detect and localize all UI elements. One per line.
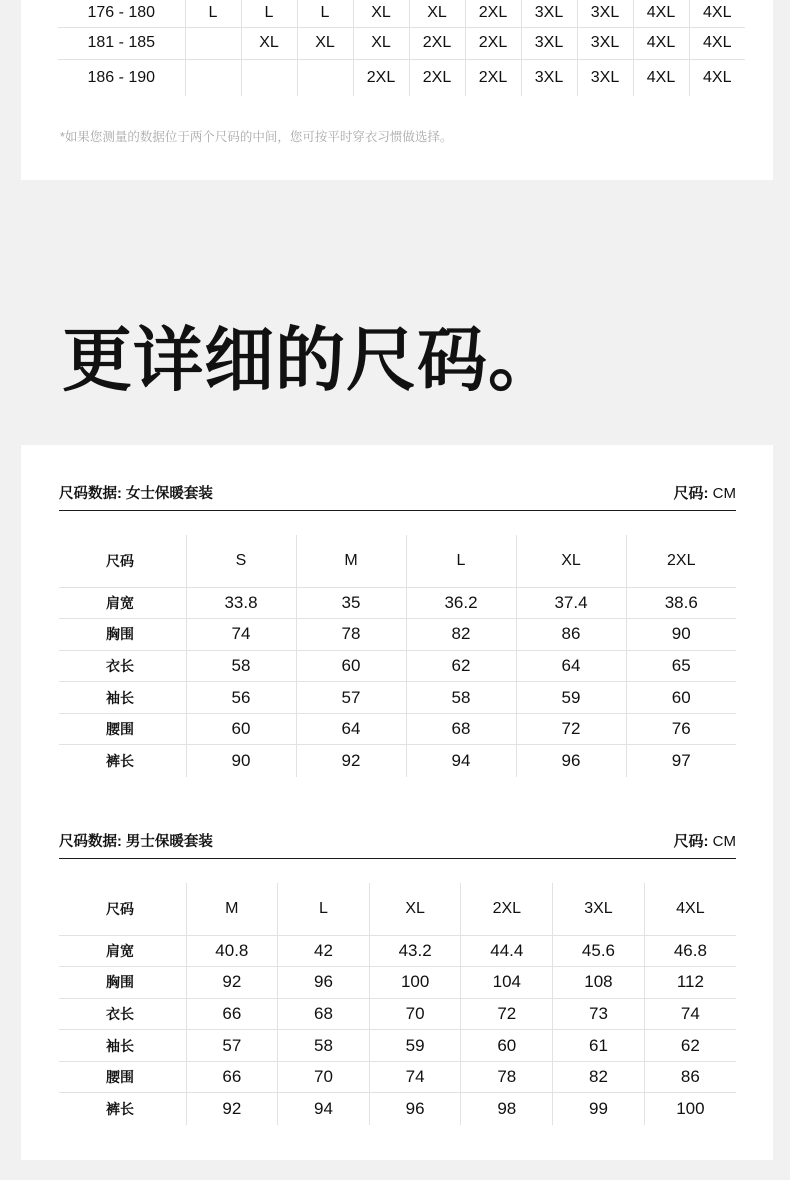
row-label: 胸围 (59, 619, 186, 651)
size-cell: 2XL (409, 59, 465, 96)
size-header: M (186, 883, 278, 935)
men-table-title: 尺码数据: 男士保暖套装 (59, 834, 213, 850)
size-cell: 4XL (689, 59, 745, 96)
men-unit (674, 830, 737, 851)
size-cell: L (297, 0, 353, 27)
table-cell: 82 (553, 1061, 645, 1093)
table-cell: 68 (406, 713, 516, 745)
table-cell: 61 (553, 1030, 645, 1062)
table-cell: 70 (369, 998, 461, 1030)
table-row (59, 1061, 736, 1093)
table-cell: 97 (626, 745, 736, 777)
size-cell: 2XL (465, 59, 521, 96)
row-label: 袖长 (59, 682, 186, 714)
table-row (59, 1093, 736, 1125)
table-cell: 35 (296, 587, 406, 619)
table-cell: 60 (626, 682, 736, 714)
table-cell: 86 (644, 1061, 736, 1093)
table-cell: 100 (644, 1093, 736, 1125)
table-row (59, 935, 736, 967)
table-cell: 58 (278, 1030, 370, 1062)
table-cell: 64 (516, 650, 626, 682)
row-label: 腰围 (59, 1061, 186, 1093)
size-header: 4XL (644, 883, 736, 935)
table-row (58, 59, 745, 96)
unit-value: CM (712, 833, 736, 850)
table-cell: 42 (278, 935, 370, 967)
table-header-row (59, 535, 736, 587)
table-cell: 37.4 (516, 587, 626, 619)
women-table-header (59, 482, 736, 502)
table-cell: 78 (461, 1061, 553, 1093)
divider (59, 858, 736, 859)
women-unit (674, 482, 737, 503)
size-cell: 2XL (465, 27, 521, 59)
table-cell: 64 (296, 713, 406, 745)
size-cell: 3XL (521, 59, 577, 96)
table-cell: 58 (186, 650, 296, 682)
table-row (59, 713, 736, 745)
table-cell: 40.8 (186, 935, 278, 967)
table-cell: 62 (644, 1030, 736, 1062)
table-cell: 45.6 (553, 935, 645, 967)
table-cell: 60 (296, 650, 406, 682)
table-row (59, 967, 736, 999)
table-row (59, 587, 736, 619)
table-row (59, 1030, 736, 1062)
size-header: L (278, 883, 370, 935)
size-cell: 4XL (633, 0, 689, 27)
table-cell: 56 (186, 682, 296, 714)
size-cell: 2XL (409, 27, 465, 59)
size-cell: 2XL (353, 59, 409, 96)
table-cell: 92 (186, 1093, 278, 1125)
header-label: 尺码 (59, 535, 186, 587)
table-cell: 94 (278, 1093, 370, 1125)
unit-label: 尺码: (673, 833, 709, 850)
table-cell: 112 (644, 967, 736, 999)
table-cell: 36.2 (406, 587, 516, 619)
size-cell (185, 59, 241, 96)
table-cell: 46.8 (644, 935, 736, 967)
table-row (59, 619, 736, 651)
height-range: 176 - 180 (58, 0, 185, 27)
size-cell: 3XL (577, 27, 633, 59)
table-cell: 33.8 (186, 587, 296, 619)
men-size-table (59, 883, 736, 1125)
size-cell: XL (241, 27, 297, 59)
size-cell (297, 59, 353, 96)
table-cell: 96 (516, 745, 626, 777)
size-detail-card (21, 445, 773, 1160)
row-label: 衣长 (59, 998, 186, 1030)
table-cell: 108 (553, 967, 645, 999)
women-table-title: 尺码数据: 女士保暖套装 (59, 486, 213, 502)
divider (59, 510, 736, 511)
height-range: 186 - 190 (87, 68, 156, 86)
quick-size-table (58, 0, 745, 96)
table-cell: 43.2 (369, 935, 461, 967)
size-cell: 4XL (689, 27, 745, 59)
size-cell: 3XL (577, 59, 633, 96)
size-header: XL (369, 883, 461, 935)
table-cell: 72 (516, 713, 626, 745)
table-cell: 66 (186, 998, 278, 1030)
size-header: L (406, 535, 516, 587)
table-row (58, 0, 745, 27)
row-label: 肩宽 (59, 587, 186, 619)
unit-label: 尺码: (673, 485, 709, 502)
table-cell: 58 (406, 682, 516, 714)
table-cell: 78 (296, 619, 406, 651)
table-cell: 96 (369, 1093, 461, 1125)
men-table-header (59, 830, 736, 850)
table-cell: 99 (553, 1093, 645, 1125)
size-cell: L (185, 0, 241, 27)
table-cell: 94 (406, 745, 516, 777)
table-cell: 59 (516, 682, 626, 714)
table-cell: 96 (278, 967, 370, 999)
section-title: 更详细的尺码。 (62, 321, 559, 399)
women-size-table (59, 535, 736, 777)
table-cell: 92 (186, 967, 278, 999)
size-header: 2XL (461, 883, 553, 935)
table-cell: 57 (186, 1030, 278, 1062)
table-cell: 86 (516, 619, 626, 651)
table-cell: 59 (369, 1030, 461, 1062)
size-cell: 4XL (689, 0, 745, 27)
table-cell: 98 (461, 1093, 553, 1125)
size-header: 2XL (626, 535, 736, 587)
size-cell: XL (353, 0, 409, 27)
row-label: 裤长 (106, 753, 134, 770)
table-cell: 60 (461, 1030, 553, 1062)
height-range: 181 - 185 (58, 27, 185, 59)
table-cell: 70 (278, 1061, 370, 1093)
table-row (59, 650, 736, 682)
row-label: 腰围 (59, 713, 186, 745)
size-header: M (296, 535, 406, 587)
table-cell: 74 (644, 998, 736, 1030)
row-label: 衣长 (59, 650, 186, 682)
table-cell: 82 (406, 619, 516, 651)
table-cell: 104 (461, 967, 553, 999)
size-header: S (186, 535, 296, 587)
table-row (59, 998, 736, 1030)
size-cell: 4XL (633, 27, 689, 59)
size-cell: 3XL (577, 0, 633, 27)
table-cell: 68 (278, 998, 370, 1030)
table-row (58, 27, 745, 59)
table-cell: 65 (626, 650, 736, 682)
table-row (59, 745, 736, 777)
table-cell: 74 (186, 619, 296, 651)
table-cell: 74 (369, 1061, 461, 1093)
size-cell: 3XL (521, 27, 577, 59)
size-header: 3XL (553, 883, 645, 935)
table-cell: 38.6 (626, 587, 736, 619)
size-cell (185, 27, 241, 59)
size-cell: 3XL (521, 0, 577, 27)
table-cell: 76 (626, 713, 736, 745)
size-selection-note: *如果您测量的数据位于两个尺码的中间，您可按平时穿衣习惯做选择。 (60, 130, 453, 144)
table-header-row (59, 883, 736, 935)
size-cell: XL (353, 27, 409, 59)
table-cell: 44.4 (461, 935, 553, 967)
size-cell: XL (297, 27, 353, 59)
size-cell: L (241, 0, 297, 27)
size-header: XL (516, 535, 626, 587)
table-cell: 57 (296, 682, 406, 714)
table-row (59, 682, 736, 714)
table-cell: 62 (406, 650, 516, 682)
size-cell: 2XL (465, 0, 521, 27)
table-cell: 90 (626, 619, 736, 651)
table-cell: 92 (296, 745, 406, 777)
row-label: 胸围 (59, 967, 186, 999)
table-cell: 73 (553, 998, 645, 1030)
size-cell (241, 59, 297, 96)
size-cell: XL (409, 0, 465, 27)
table-cell: 72 (461, 998, 553, 1030)
table-cell: 90 (186, 745, 296, 777)
row-label: 肩宽 (59, 935, 186, 967)
table-cell: 60 (186, 713, 296, 745)
row-label: 袖长 (59, 1030, 186, 1062)
size-cell: 4XL (633, 59, 689, 96)
table-cell: 66 (186, 1061, 278, 1093)
row-label: 裤长 (106, 1101, 134, 1118)
quick-size-card (21, 0, 773, 180)
table-cell: 100 (369, 967, 461, 999)
header-label: 尺码 (59, 883, 186, 935)
unit-value: CM (712, 485, 736, 502)
